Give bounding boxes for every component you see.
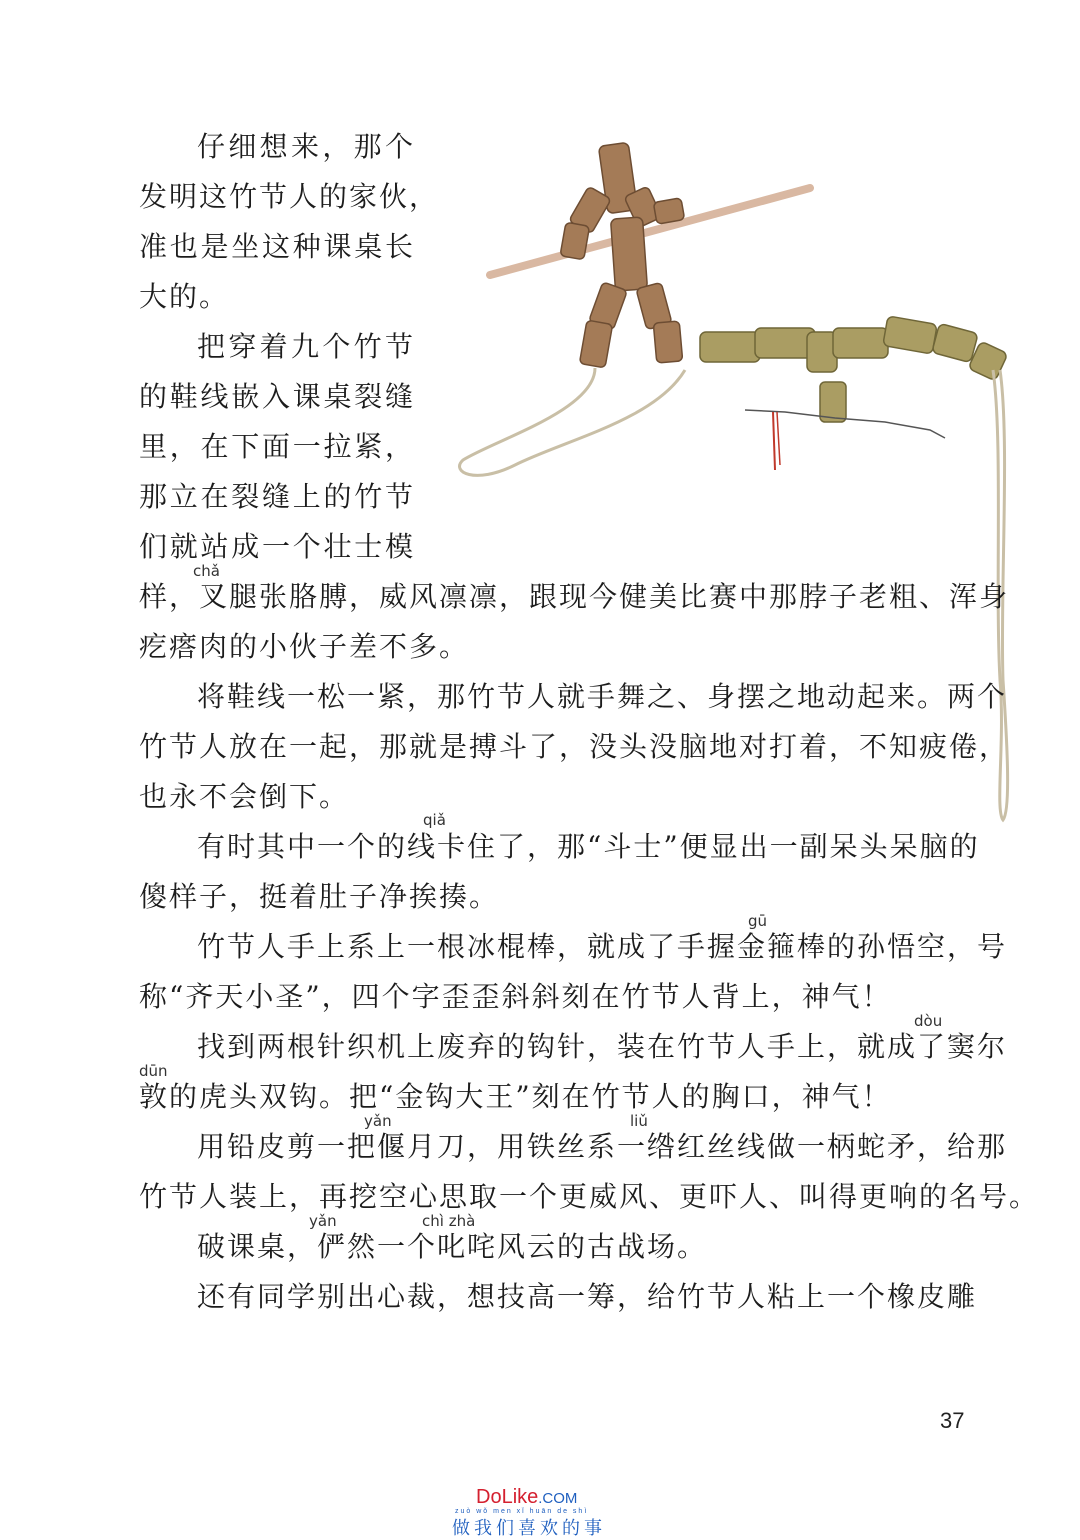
text-line: 破课桌，俨然一个叱咤风云的古战场。 [197, 1230, 708, 1263]
slogan: 做我们喜欢的事 [452, 1518, 606, 1539]
pinyin-annotation: yǎn [309, 1212, 337, 1230]
pinyin-annotation: gū [748, 912, 768, 930]
text-line: 找到两根针织机上废弃的钩针，装在竹节人手上，就成了窦尔 [197, 1030, 1008, 1063]
pinyin-annotation: dòu [914, 1012, 943, 1030]
pinyin-annotation: liǔ [630, 1112, 648, 1130]
text-line: 竹节人手上系上一根冰棍棒，就成了手握金箍棒的孙悟空，号 [197, 930, 1008, 963]
text-line: 用铅皮剪一把偃月刀，用铁丝系一绺红丝线做一柄蛇矛，给那 [197, 1130, 1008, 1163]
text-line: 把穿着九个竹节 [197, 330, 415, 363]
text-line: 那立在裂缝上的竹节 [139, 480, 415, 513]
slogan-pinyin: zuò wǒ men xǐ huān de shì [455, 1508, 589, 1515]
pinyin-annotation: qiǎ [423, 811, 446, 829]
text-line: 傻样子，挺着肚子净挨揍。 [139, 880, 500, 913]
brand-logo [476, 1486, 577, 1509]
text-line: 还有同学别出心裁，想技高一筹，给竹节人粘上一个橡皮雕 [197, 1280, 978, 1313]
text-line: 称“齐天小圣”，四个字歪歪斜斜刻在竹节人背上，神气！ [139, 980, 892, 1013]
text-line: 也永不会倒下。 [139, 780, 350, 813]
text-line: 有时其中一个的线卡住了，那“斗士”便显出一副呆头呆脑的 [197, 830, 980, 863]
text-line: 将鞋线一松一紧，那竹节人就手舞之、身摆之地动起来。两个 [197, 680, 1008, 713]
pinyin-annotation: yǎn [364, 1112, 392, 1130]
text-line: 疙瘩肉的小伙子差不多。 [139, 630, 470, 663]
brand-suffix: .COM [538, 1490, 578, 1507]
text-line: 大的。 [139, 280, 230, 313]
page-number: 37 [940, 1408, 965, 1433]
text-line: 样，叉腿张胳膊，威风凛凛，跟现今健美比赛中那脖子老粗、浑身 [139, 580, 1010, 613]
text-line: 仔细想来，那个 [197, 130, 415, 163]
text-line: 准也是坐这种课桌长 [139, 230, 415, 263]
text-line: 们就站成一个壮士模 [139, 530, 415, 563]
text-line: 发明这竹节人的家伙， [139, 180, 440, 213]
text-line: 的鞋线嵌入课桌裂缝 [139, 380, 415, 413]
text-line: 竹节人装上，再挖空心思取一个更威风、更吓人、叫得更响的名号。 [139, 1180, 1040, 1213]
pinyin-annotation: dūn [139, 1062, 168, 1080]
pinyin-annotation: chǎ [193, 562, 220, 580]
brand-main: DoLike [476, 1486, 539, 1508]
text-line: 敦的虎头双钩。把“金钩大王”刻在竹节人的胸口，神气！ [139, 1080, 892, 1113]
text-line: 里，在下面一拉紧， [139, 430, 415, 463]
text-line: 竹节人放在一起，那就是搏斗了，没头没脑地对打着，不知疲倦， [139, 730, 1010, 763]
pinyin-annotation: chì zhà [422, 1212, 476, 1230]
